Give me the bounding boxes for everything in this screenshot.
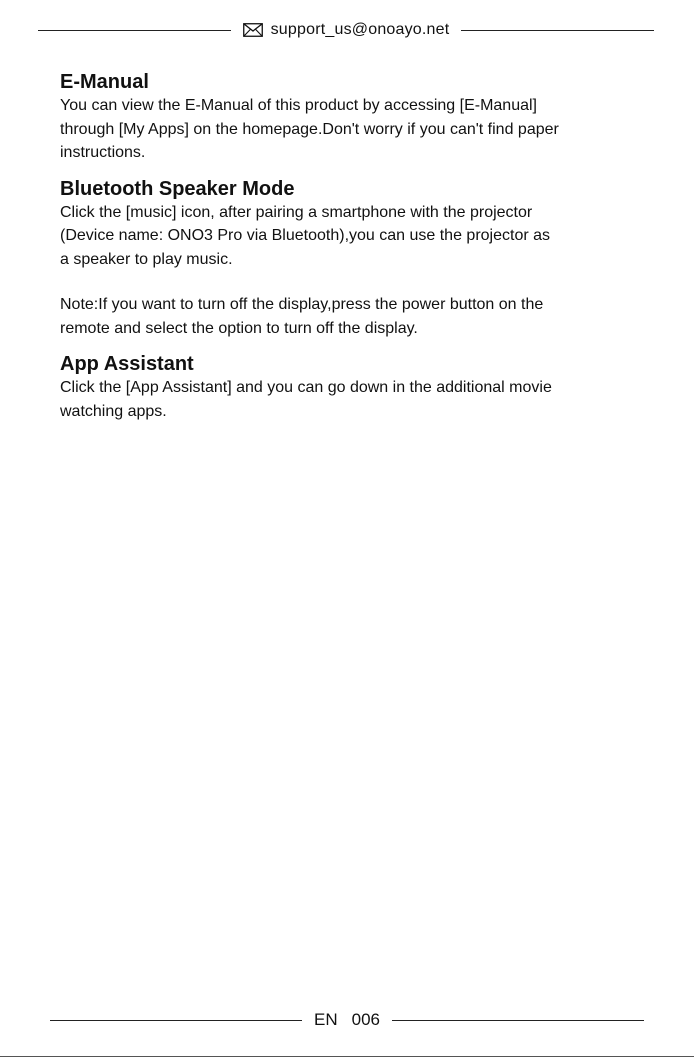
page-bottom-edge	[0, 1056, 694, 1057]
page-number: 006	[351, 1010, 380, 1029]
page-number-block	[302, 1010, 392, 1030]
support-email[interactable]: support_us@onoayo.net	[270, 21, 450, 38]
header-contact	[231, 21, 462, 39]
section-app-assistant	[60, 352, 640, 423]
section-title-bluetooth: Bluetooth Speaker Mode	[60, 177, 295, 200]
page-footer	[50, 1008, 644, 1032]
section-body-bluetooth: Click the [music] icon, after pairing a smartphone with the projector (Device name: ONO3 Pro via Bluetooth),you can use the projector as a speaker to play music.	[60, 203, 551, 268]
header-rule-right	[461, 30, 654, 31]
page-header	[38, 18, 654, 42]
envelope-icon	[243, 23, 263, 37]
footer-rule-right	[392, 1020, 644, 1021]
section-title-app-assistant: App Assistant	[60, 353, 194, 375]
section-title-emanual: E-Manual	[60, 71, 149, 93]
manual-content	[60, 70, 640, 423]
section-emanual	[60, 70, 640, 165]
bluetooth-note: Note:If you want to turn off the display,press the power button on the remote and select the option to turn off the display.	[60, 296, 544, 337]
header-rule-left	[38, 30, 231, 31]
section-body-emanual: You can view the E-Manual of this product by accessing [E-Manual] through [My Apps] on the homepage.Don't worry if you can't find paper instructions.	[60, 97, 559, 161]
language-code: EN	[314, 1010, 338, 1029]
section-body-app-assistant: Click the [App Assistant] and you can go down in the additional movie watching apps.	[60, 379, 552, 420]
footer-rule-left	[50, 1020, 302, 1021]
section-bluetooth	[60, 177, 640, 341]
